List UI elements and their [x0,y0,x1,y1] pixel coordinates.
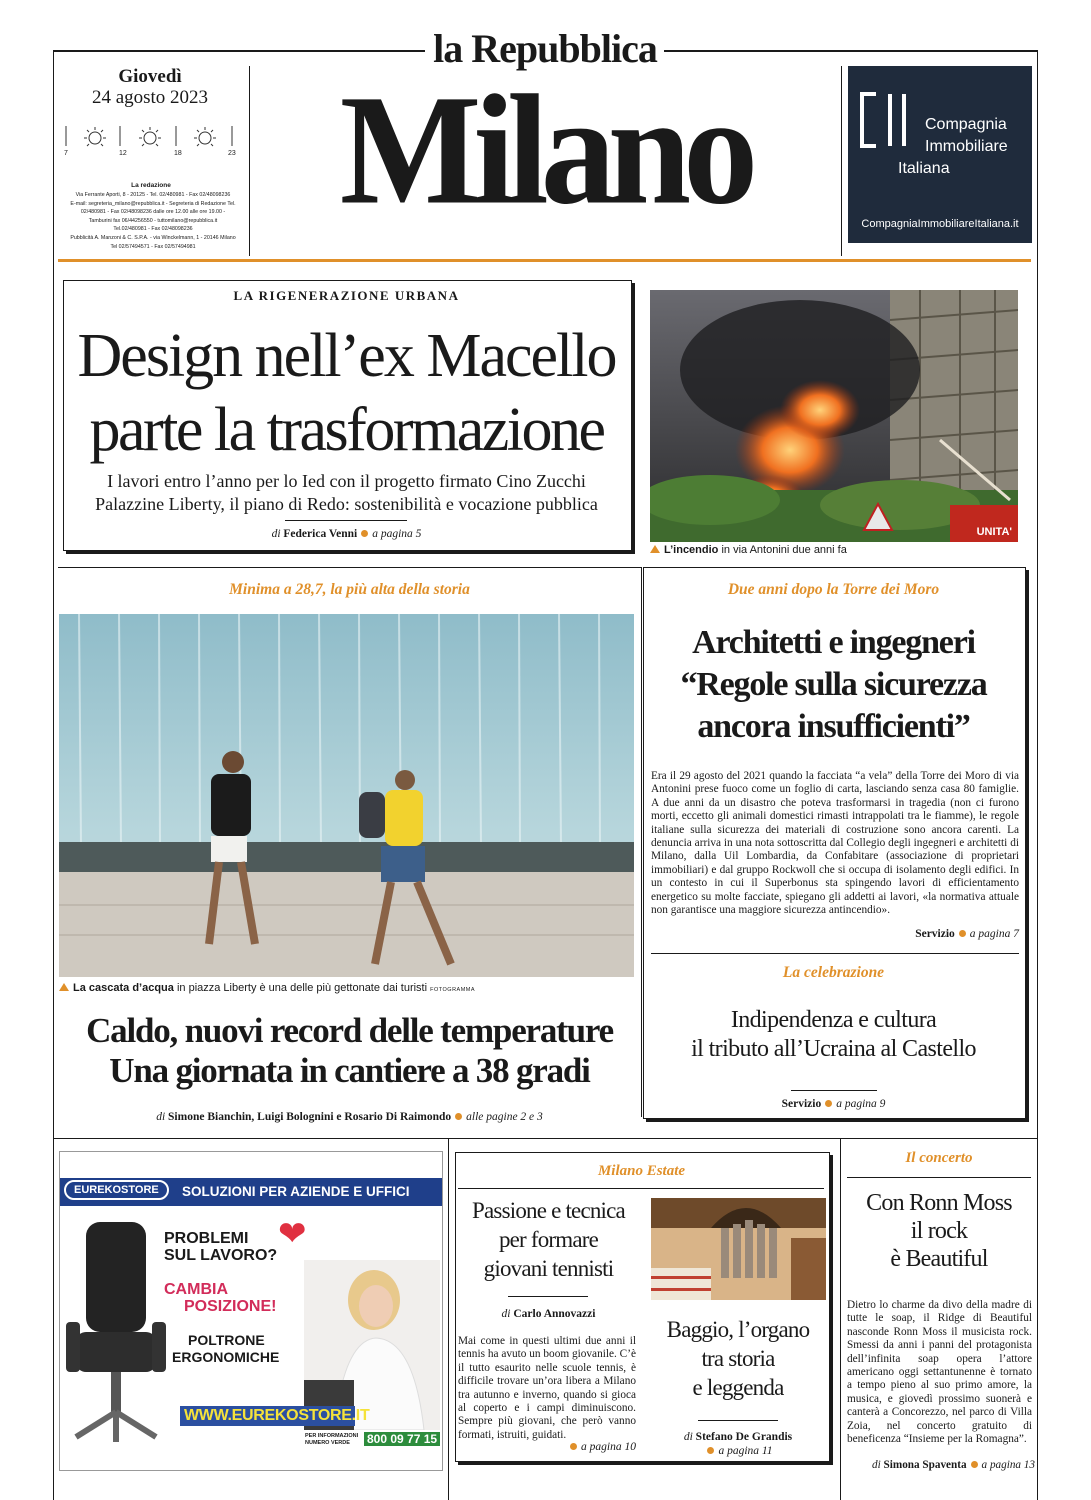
ad-brand-line3: Italiana [898,160,950,177]
heat-headline-1[interactable]: Caldo, nuovi record delle temperature [86,1011,613,1050]
temp-1: 7 [64,150,68,157]
heat-headline-2[interactable]: Una giornata in cantiere a 38 gradi [109,1051,590,1090]
organo-headline-3[interactable]: e leggenda [692,1375,784,1400]
ad-eureko-url: WWW.EUREKOSTORE.IT [184,1407,370,1424]
concerto-kicker: Il concerto [905,1150,973,1166]
ad-eureko-line3: CAMBIA [164,1281,228,1298]
torre-body: Era il 29 agosto del 2021 quando la facciata “a vela” della Torre dei Moro di via Antonini prese fuoco come un foglio di carta, lasciando senza casa 80 famiglie. A due anni da un disastro che poteva trasformarsi in tragedia (non ci furono morti, eccetto gli animali domestici rimasti intrappolati tra le fiamme), le regole italiane sulla sicurezza dei materiali di costruzione sono ancora carenti. La denuncia arriva in una nota sottoscritta dal Collegio degli ingegneri e architetti di Milano, dalla Uil Lombardia, da Confabitare (associazione di proprietari immobiliari) e dal gruppo Rockwoll che si occupa di isolamento degli edifici. In un contesto in cui il Superbonus sta spingendo lavori di efficientamento energetico su molte facciate, spiegano gli addetti ai lavori, «la normativa attuale non garantisce una maggiore sicurezza antincendio». [651,770,1019,917]
tennis-headline-3[interactable]: giovani tennisti [483,1256,614,1281]
ad-compagnia-immobiliare[interactable] [848,66,1032,243]
cii-logo-icon [858,90,918,152]
concerto-headline-2[interactable]: il rock [910,1218,968,1244]
concerto-headline-3[interactable]: è Beautiful [890,1246,988,1272]
lead-byline: di Federica Venni a pagina 5 [271,528,422,540]
ad-eureko-info2: NUMERO VERDE [305,1440,350,1446]
fire-photo [650,290,1018,542]
estate-kicker: Milano Estate [597,1163,686,1179]
ad-eureko-phone: 800 09 77 15 [364,1432,440,1446]
lead-sub-1: I lavori entro l’anno per lo Ied con il progetto firmato Cino Zucchi [107,471,586,491]
lead-sub-2: Palazzine Liberty, il piano di Redo: sostenibilità e vocazione pubblica [95,494,598,514]
lead-headline-2[interactable]: parte la trasformazione [89,396,604,464]
heart-icon: ❤ [278,1215,307,1253]
torre-headline-3[interactable]: ancora insufficienti” [697,708,970,745]
ad-eureko-line4: POSIZIONE! [184,1298,277,1315]
celebrazione-kicker: La celebrazione [782,964,885,981]
torre-headline-1[interactable]: Architetti e ingegneri [692,624,975,661]
fire-caption: L’incendio in via Antonini due anni fa [650,544,1030,556]
ad-url: CompagniaImmobiliareItaliana.it [861,218,1019,230]
fire-truck-text: UNITA' [976,526,1012,538]
masthead-orange-rule [58,259,1031,262]
heat-caption: La cascata d’acqua in piazza Liberty è una delle più gettonate dai turisti FOTOGRAMMA [59,982,649,994]
concerto-headline-1[interactable]: Con Ronn Moss [866,1190,1012,1216]
lead-kicker: LA RIGENERAZIONE URBANA [233,288,460,303]
weather-strip [62,124,242,162]
organo-page: a pagina 11 [648,1445,828,1457]
temp-2: 12 [119,150,127,157]
paper-name: la Repubblica [433,26,657,71]
ad-brand-line2: Immobiliare [925,138,1008,155]
lead-headline-1[interactable]: Design nell’ex Macello [77,322,616,390]
ad-eureko-line2: SUL LAVORO? [164,1247,278,1264]
date-day: Giovedì [118,66,182,87]
tennis-byline: di Carlo Annovazzi [501,1308,596,1320]
ad-eureko-brand: EUREKOSTORE [64,1180,169,1200]
ad-eureko-banner: SOLUZIONI PER AZIENDE E UFFICI [182,1184,410,1199]
office-chair-icon [66,1222,166,1452]
temp-3: 18 [174,150,182,157]
organo-headline-2[interactable]: tra storia [701,1346,775,1371]
fire-image [650,290,1018,542]
ad-eurekostore[interactable] [59,1151,443,1471]
concerto-body: Dietro lo charme da divo della madre di tutte le soap, il Ridge di Beautiful nasconde Ronn Moss il musicista rock. Smessi da anni i panni del protagonista dell’infinita soap opera l’attore americano oggi settantunenne è tornato a tempo pieno al suo primo amore, la musica, e giovedì prossimo suonerà e canterà a Concorezzo, nel parco di Villa Zoia, nel concerto gratuito di beneficenza “Insieme per la Romagna”. [847,1299,1032,1446]
tennis-headline-1[interactable]: Passione e tecnica [472,1198,625,1223]
fountain-image [59,614,634,977]
tennis-page: a pagina 10 [458,1441,636,1453]
weather-icons [62,124,242,162]
celebrazione-headline-2[interactable]: il tributo all’Ucraina al Castello [691,1036,976,1062]
heat-byline: di Simone Bianchin, Luigi Bolognini e Rosario Di Raimondo alle pagine 2 e 3 [156,1111,543,1123]
organ-image [651,1198,826,1300]
torre-byline: Servizio a pagina 7 [915,928,1019,940]
woman-on-phone-image [304,1260,440,1430]
celebrazione-headline-1[interactable]: Indipendenza e cultura [730,1007,937,1033]
redazione-info: Via Ferrante Aporti, 8 - 20125 - Tel. 02/480981 - Fax 02/48098236 E-mail: segreteria_milano@repubblica.it - Segreteria di Redazione Tel. 02/480981 - Fax 02/48098236 dalle ore 12.00 alle ore 19.00 - Tamburini fax 06/44256550 - tuttomilano@repubblica.it Tel.02/480981 - Fax 02/48098236 Pubblicità A. Manzoni & C. S.P.A. - via Winckelmann, 1 - 20146 Milano Tel 02/57494571 - Fax 02/57494981 [70,192,236,250]
celebrazione-byline: Servizio a pagina 9 [781,1098,886,1110]
ad-brand-line1: Compagnia [925,116,1007,133]
date-full: 24 agosto 2023 [91,87,209,108]
redazione-title: La redazione [131,182,171,189]
torre-headline-2[interactable]: “Regole sulla sicurezza [680,666,987,703]
heat-photo [59,614,634,977]
temp-4: 23 [228,150,236,157]
torre-kicker: Due anni dopo la Torre dei Moro [727,581,940,598]
tennis-headline-2[interactable]: per formare [498,1227,599,1252]
ad-eureko-line6: ERGONOMICHE [172,1349,280,1365]
heat-kicker: Minima a 28,7, la più alta della storia [229,581,470,598]
ad-eureko-line1: PROBLEMI [164,1230,249,1247]
ad-eureko-info1: PER INFORMAZIONI [305,1433,359,1439]
organ-photo [651,1198,826,1300]
organo-byline: di Stefano De Grandis [683,1431,793,1443]
organo-headline-1[interactable]: Baggio, l’organo [666,1317,810,1342]
edition-title: Milano [339,62,751,238]
ad-eureko-line5: POLTRONE [188,1332,265,1348]
concerto-byline: di Simona Spaventa a pagina 13 [872,1459,1035,1471]
tennis-body: Mai come in questi ultimi due anni il tennis ha avuto un boom giovanile. C’è il tutto esaurito nelle scuole tennis, è difficile trovare un’ora libera a Milano tra autunno e inverno, quando si gioca al coperto e i campi diminuiscono. Sempre più giovani, che però vanno formati, istruiti, guidati. [458,1335,636,1441]
